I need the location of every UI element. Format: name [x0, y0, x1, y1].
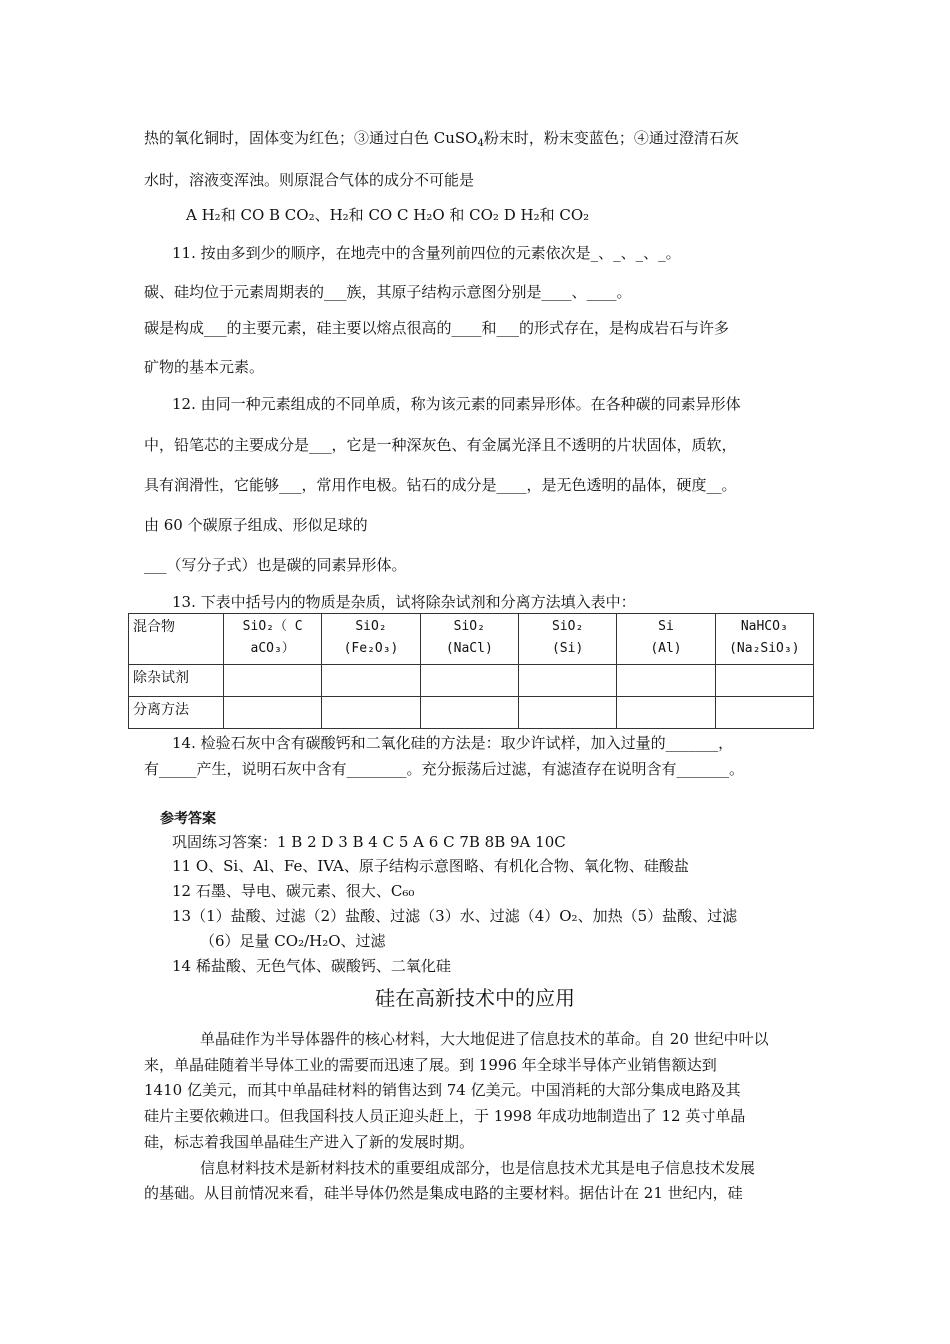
- mixture-cell: NaHCO₃ (Na₂SiO₃): [715, 614, 813, 665]
- article-p1-line: 单晶硅作为半导体器件的核心材料，大大地促进了信息技术的革命。自 20 世纪中叶以: [200, 1030, 769, 1048]
- table-row: [129, 697, 814, 729]
- mixture-cell: SiO₂（ C aCO₃）: [224, 614, 322, 665]
- mixture-cell: SiO₂ (NaCl): [420, 614, 518, 665]
- method-blank-cell[interactable]: [617, 697, 715, 729]
- method-blank-cell[interactable]: [518, 697, 616, 729]
- reagent-blank-cell[interactable]: [420, 665, 518, 697]
- article-p2-line: 的基础。从目前情况来看，硅半导体仍然是集成电路的主要材料。据估计在 21 世纪内，硅: [144, 1184, 743, 1202]
- article-p2-line: 信息材料技术是新材料技术的重要组成部分，也是信息技术尤其是电子信息技术发展: [200, 1159, 756, 1177]
- method-blank-cell[interactable]: [322, 697, 420, 729]
- q12-line-2: 中，铅笔芯的主要成分是___，它是一种深灰色、有金属光泽且不透明的片状固体，质软，: [144, 436, 737, 454]
- impurity-table: [128, 613, 814, 729]
- row-label-method: 分离方法: [129, 697, 224, 729]
- q11-line-1: 11. 按由多到少的顺序，在地壳中的含量列前四位的元素依次是_、_、_、_。: [172, 244, 681, 262]
- mixture-cell: SiO₂ (Si): [518, 614, 616, 665]
- article-title: 硅在高新技术中的应用: [375, 986, 575, 1010]
- q10-line-2: 水时，溶液变浑浊。则原混合气体的成分不可能是: [144, 171, 475, 189]
- q13-intro: 13. 下表中括号内的物质是杂质，试将除杂试剂和分离方法填入表中：: [172, 593, 636, 611]
- article-p1-line: 硅片主要依赖进口。但我国科技人员正迎头赶上，于 1998 年成功地制造出了 12 英寸单晶: [144, 1107, 746, 1125]
- q12-line-1: 12. 由同一种元素组成的不同单质，称为该元素的同素异形体。在各种碳的同素异形体: [172, 395, 741, 413]
- answer-line: 14 稀盐酸、无色气体、碳酸钙、二氧化硅: [172, 957, 451, 975]
- answer-line: （6）足量 CO₂/H₂O、过滤: [200, 932, 386, 950]
- q10-options: A H₂和 CO B CO₂、H₂和 CO C H₂O 和 CO₂ D H₂和 CO₂: [186, 206, 590, 224]
- answer-line: 12 石墨、导电、碳元素、很大、C₆₀: [172, 882, 415, 900]
- table-row: [129, 614, 814, 665]
- article-p1-line: 硅，标志着我国单晶硅生产进入了新的发展时期。: [144, 1133, 475, 1151]
- article-p1-line: 来，单晶硅随着半导体工业的需要而迅速了展。到 1996 年全球半导体产业销售额达到: [144, 1056, 717, 1074]
- q14-line-2: 有_____产生，说明石灰中含有________。充分振荡后过滤，有滤渣存在说明含有_______。: [144, 760, 745, 778]
- answer-line: 11 O、Si、Al、Fe、IVA、原子结构示意图略、有机化合物、氧化物、硅酸盐: [172, 857, 689, 875]
- reagent-blank-cell[interactable]: [224, 665, 322, 697]
- reagent-blank-cell[interactable]: [715, 665, 813, 697]
- answers-heading: 参考答案: [160, 811, 216, 827]
- method-blank-cell[interactable]: [224, 697, 322, 729]
- answer-line: 巩固练习答案：1 B 2 D 3 B 4 C 5 A 6 C 7B 8B 9A 10C: [172, 833, 566, 851]
- method-blank-cell[interactable]: [715, 697, 813, 729]
- reagent-blank-cell[interactable]: [518, 665, 616, 697]
- reagent-blank-cell[interactable]: [617, 665, 715, 697]
- row-label-reagent: 除杂试剂: [129, 665, 224, 697]
- q12-line-4: 由 60 个碳原子组成、形似足球的: [144, 516, 368, 534]
- q11-line-4: 矿物的基本元素。: [144, 358, 265, 376]
- q12-line-3: 具有润滑性，它能够___，常用作电极。钻石的成分是____，是无色透明的晶体，硬度__。: [144, 476, 737, 494]
- answer-line: 13（1）盐酸、过滤（2）盐酸、过滤（3）水、过滤（4）O₂、加热（5）盐酸、过滤: [172, 907, 738, 925]
- reagent-blank-cell[interactable]: [322, 665, 420, 697]
- q11-line-3: 碳是构成___的主要元素，硅主要以熔点很高的____和___的形式存在，是构成岩石与许多: [144, 319, 730, 337]
- table-row: [129, 665, 814, 697]
- q14-line-1: 14. 检验石灰中含有碳酸钙和二氧化硅的方法是：取少许试样，加入过量的_______，: [172, 734, 734, 752]
- row-label-mixture: 混合物: [129, 614, 224, 665]
- mixture-cell: SiO₂ (Fe₂O₃): [322, 614, 420, 665]
- q12-line-5: ___（写分子式）也是碳的同素异形体。: [144, 556, 407, 574]
- method-blank-cell[interactable]: [420, 697, 518, 729]
- q10-line-1: 热的氧化铜时，固体变为红色；③通过白色 CuSO$_4$粉末时，粉末变蓝色；④通过澄清石灰: [144, 129, 739, 149]
- q11-line-2: 碳、硅均位于元素周期表的___族，其原子结构示意图分别是____、____。: [144, 283, 632, 301]
- mixture-cell: Si (Al): [617, 614, 715, 665]
- article-p1-line: 1410 亿美元，而其中单晶硅材料的销售达到 74 亿美元。中国消耗的大部分集成电路及其: [144, 1081, 741, 1099]
